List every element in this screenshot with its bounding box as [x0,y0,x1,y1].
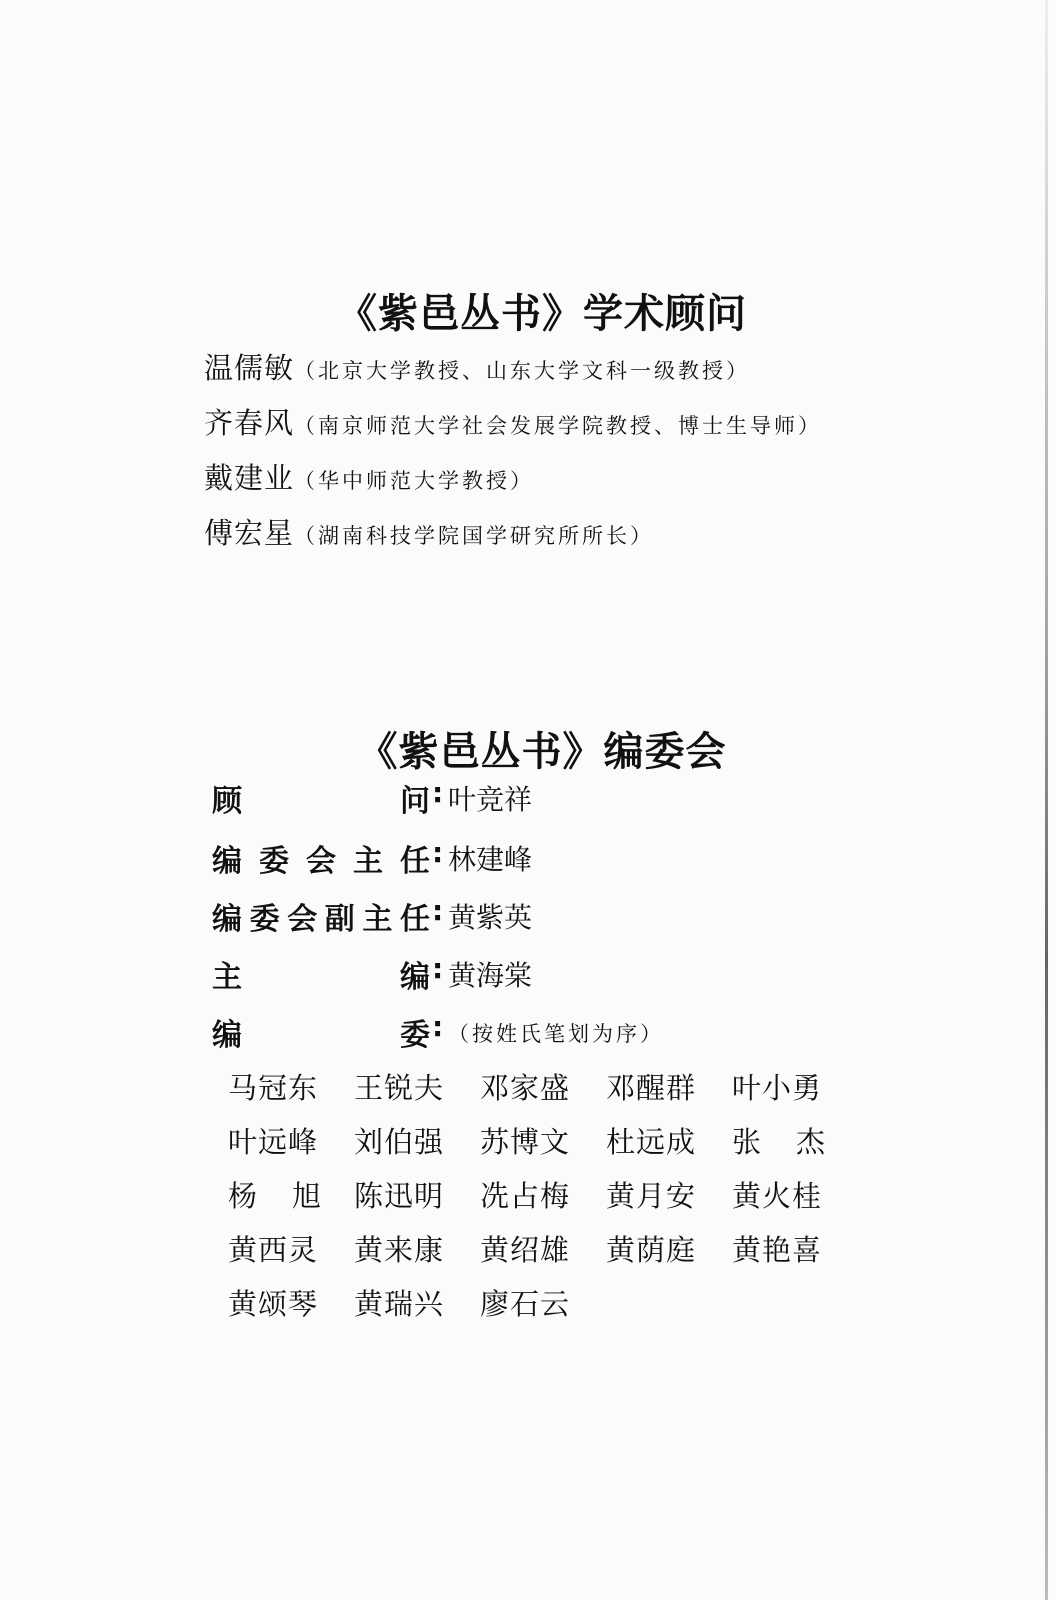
role-label-char: 会 [306,844,336,879]
member-name: 黄绍雄 [480,1233,571,1267]
member-list [228,1066,868,1336]
member-name: 黄瑞兴 [354,1287,445,1321]
role-label-char: 顾 [212,784,242,819]
member-name: 黄西灵 [228,1233,319,1267]
member-name: 邓醒群 [606,1071,697,1105]
member-name: 黄荫庭 [606,1233,697,1267]
advisor-entry [204,346,750,387]
member-name: 马冠东 [228,1071,319,1105]
role-label [212,1010,430,1054]
member-name: 廖石云 [480,1287,571,1321]
role-advisor [212,776,852,820]
member-name: 苏博文 [480,1125,571,1159]
role-value: 叶竞祥 [448,783,533,816]
member-name: 黄来康 [354,1233,445,1267]
role-label [212,836,430,880]
role-label-char: 主 [212,960,242,995]
role-label-char: 委 [400,1018,430,1053]
role-chief-editor [212,952,852,996]
committee-title: 《紫邑丛书》编委会 [357,728,727,775]
member-name: 冼占梅 [480,1179,571,1213]
role-value: 黄海棠 [448,959,533,992]
role-value: 林建峰 [448,843,533,876]
member-name: 王锐夫 [354,1071,445,1105]
role-label-char: 主 [353,844,383,879]
advisor-name: 戴建业 [204,461,295,495]
role-label-char: 会 [287,902,318,937]
member-name: 黄火桂 [732,1179,823,1213]
advisor-affiliation: （南京师范大学社会发展学院教授、博士生导师） [294,414,823,438]
role-label-char: 任 [400,844,430,879]
role-colon: : [432,952,444,985]
advisor-affiliation: （湖南科技学院国学研究所所长） [294,524,655,548]
advisors-title: 《紫邑丛书》学术顾问 [337,290,747,337]
advisor-affiliation: （北京大学教授、山东大学文科一级教授） [294,359,751,383]
member-name: 张 杰 [732,1125,826,1159]
member-name: 黄颂琴 [228,1287,319,1321]
role-label-char: 委 [249,902,280,937]
role-committee-members [212,1010,852,1054]
advisor-entry [204,401,822,442]
role-committee-director [212,836,852,880]
role-label [212,776,430,820]
member-name: 黄艳喜 [732,1233,823,1267]
role-label [212,894,430,938]
advisor-affiliation: （华中师范大学教授） [294,469,535,493]
advisor-name: 傅宏星 [204,516,295,550]
role-label-char: 主 [362,902,393,937]
role-label-char: 编 [212,902,242,937]
member-name: 黄月安 [606,1179,697,1213]
role-value-note: （按姓氏笔划为序） [448,1022,664,1046]
role-colon: : [432,836,444,869]
role-colon: : [432,894,444,927]
role-label-char: 任 [399,902,430,937]
advisor-name: 齐春风 [204,406,295,440]
role-colon: : [432,776,444,809]
role-label-char: 编 [212,1018,242,1053]
member-name: 叶小勇 [732,1071,823,1105]
role-label-char: 问 [400,784,430,819]
member-name: 杜远成 [606,1125,697,1159]
advisor-entry [204,456,534,497]
role-label-char: 委 [259,844,289,879]
member-name: 杨 旭 [228,1179,322,1213]
role-value: 黄紫英 [448,901,533,934]
member-name: 陈迅明 [354,1179,445,1213]
member-name: 叶远峰 [228,1125,319,1159]
role-label-char: 副 [324,902,355,937]
advisor-entry [204,511,654,552]
role-colon: : [432,1010,444,1043]
scan-edge [1045,0,1048,1600]
member-name: 邓家盛 [480,1071,571,1105]
member-name: 刘伯强 [354,1125,445,1159]
role-committee-deputy-director [212,894,852,938]
advisor-name: 温儒敏 [204,351,295,385]
role-label [212,952,430,996]
role-label-char: 编 [400,960,430,995]
role-label-char: 编 [212,844,242,879]
